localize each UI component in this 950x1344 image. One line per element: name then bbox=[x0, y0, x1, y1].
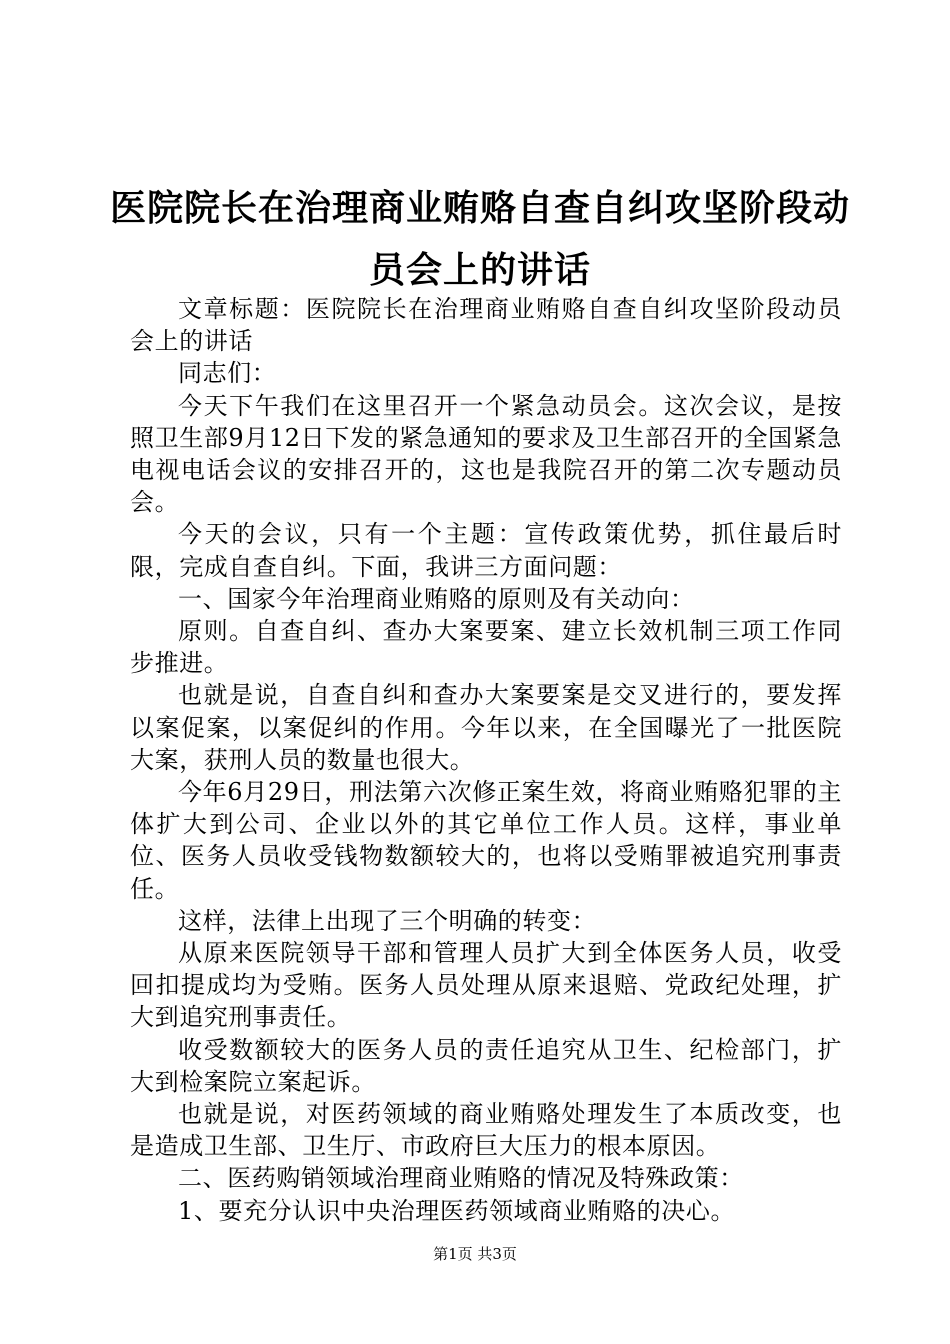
paragraph-article-title: 文章标题：医院院长在治理商业贿赂自查自纠攻坚阶段动员会上的讲话 bbox=[130, 295, 842, 356]
paragraph-salutation: 同志们： bbox=[178, 359, 277, 388]
title-line-2: 员会上的讲话 bbox=[368, 250, 591, 291]
paragraph: 这样，法律上出现了三个明确的转变： bbox=[178, 906, 597, 935]
document-body bbox=[130, 293, 842, 1227]
title-line-1: 医院院长在治理商业贿赂自查自纠攻坚阶段动 bbox=[110, 188, 851, 229]
document-title bbox=[110, 178, 850, 302]
page-number: 第1页 共3页 bbox=[433, 1245, 517, 1263]
paragraph: 1、要充分认识中央治理医药领域商业贿赂的决心。 bbox=[178, 1196, 736, 1225]
paragraph: 今年6月29日，刑法第六次修正案生效，将商业贿赂犯罪的主体扩大到公司、企业以外的其它单位工作人员。这样，事业单位、医务人员收受钱物数额较大的，也将以受贿罪被追究刑事责任。 bbox=[130, 778, 842, 903]
section-heading-2: 二、医药购销领域治理商业贿赂的情况及特殊政策： bbox=[178, 1164, 744, 1193]
paragraph: 从原来医院领导干部和管理人员扩大到全体医务人员，收受回扣提成均为受贿。医务人员处理从原来退赔、党政纪处理，扩大到追究刑事责任。 bbox=[130, 939, 842, 1032]
section-heading-1: 一、国家今年治理商业贿赂的原则及有关动向： bbox=[178, 584, 695, 613]
paragraph: 原则。自查自纠、查办大案要案、建立长效机制三项工作同步推进。 bbox=[130, 617, 842, 678]
page-footer bbox=[0, 1244, 950, 1264]
paragraph: 也就是说，对医药领域的商业贿赂处理发生了本质改变，也是造成卫生部、卫生厅、市政府巨大压力的根本原因。 bbox=[130, 1100, 842, 1161]
paragraph: 今天下午我们在这里召开一个紧急动员会。这次会议，是按照卫生部9月12日下发的紧急通知的要求及卫生部召开的全国紧急电视电话会议的安排召开的，这也是我院召开的第二次专题动员会。 bbox=[130, 391, 842, 517]
paragraph: 也就是说，自查自纠和查办大案要案是交叉进行的，要发挥以案促案，以案促纠的作用。今年以来，在全国曝光了一批医院大案，获刑人员的数量也很大。 bbox=[130, 681, 842, 774]
paragraph: 收受数额较大的医务人员的责任追究从卫生、纪检部门，扩大到检案院立案起诉。 bbox=[130, 1035, 842, 1096]
paragraph: 今天的会议，只有一个主题：宣传政策优势，抓住最后时限，完成自查自纠。下面，我讲三方面问题： bbox=[130, 520, 842, 581]
